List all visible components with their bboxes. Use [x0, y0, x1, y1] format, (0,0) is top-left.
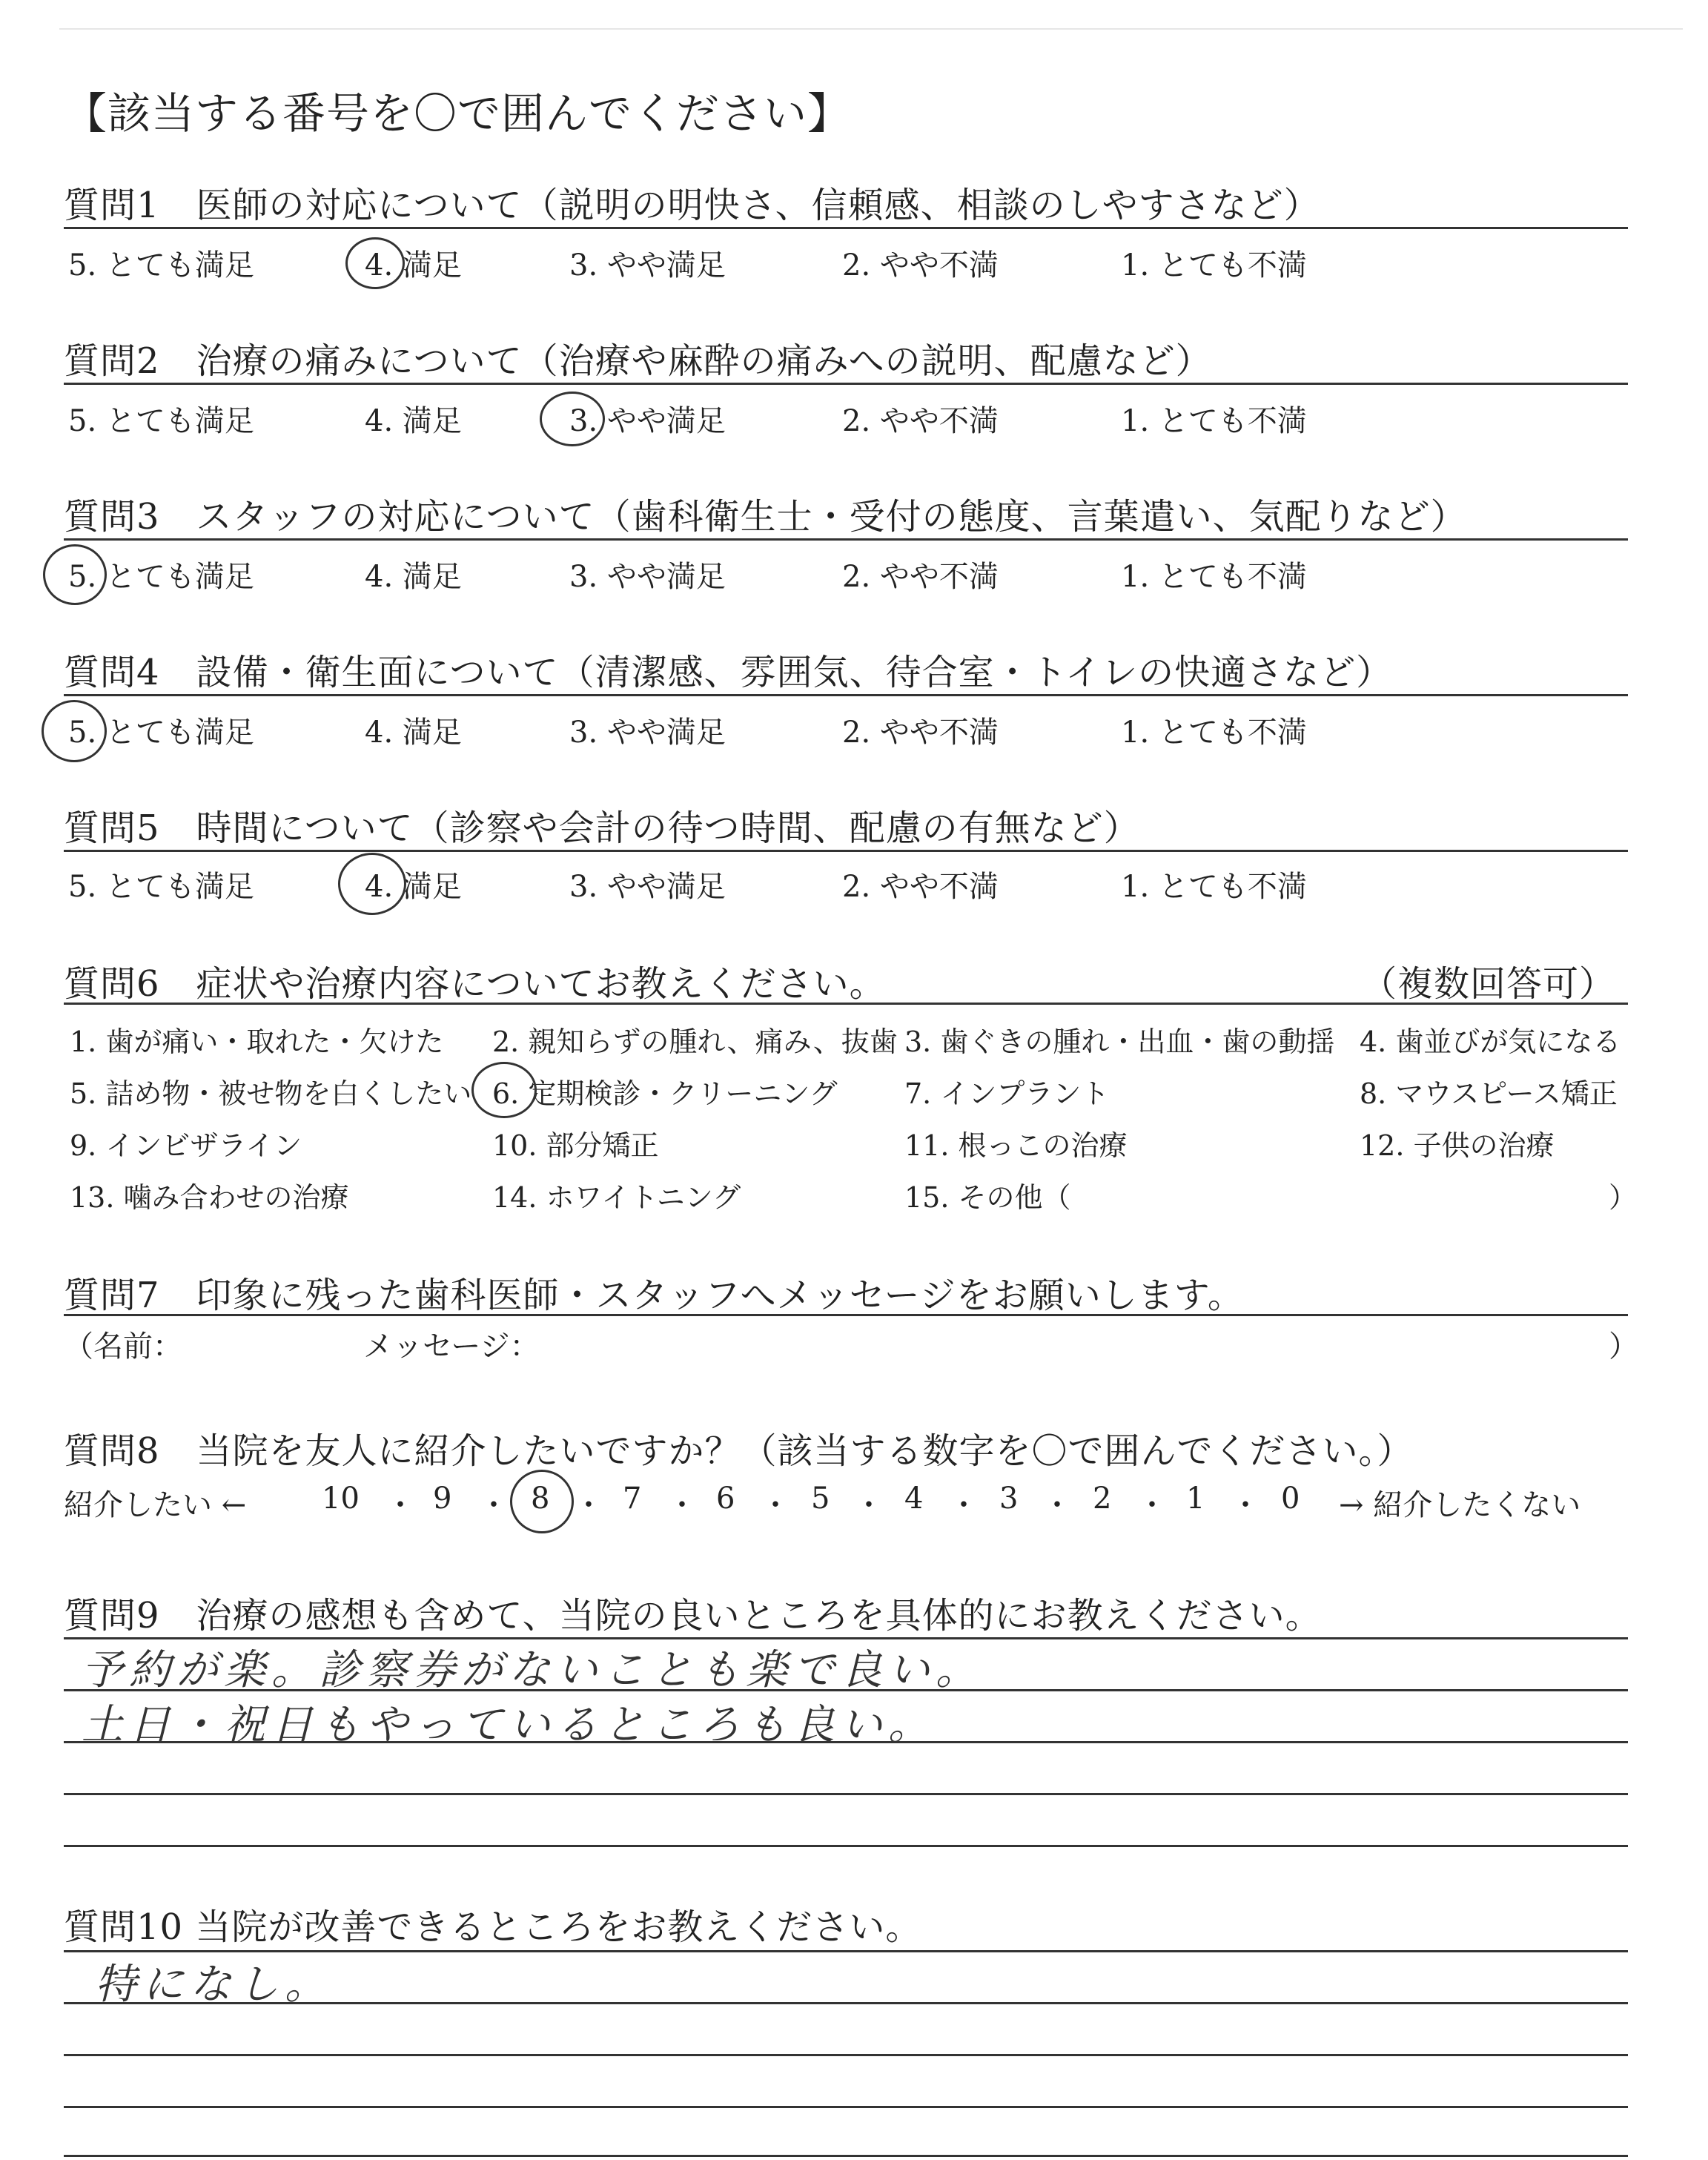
q4-option-3[interactable]: 3. やや満足 — [569, 716, 726, 750]
q7-close-paren: ） — [1609, 1330, 1638, 1364]
q1-title: 質問1 医師の対応について（説明の明快さ、信頼感、相談のしやすさなど） — [64, 185, 1320, 226]
q8-score-9[interactable]: 9 — [433, 1482, 452, 1516]
q8-score-5[interactable]: 5 — [811, 1482, 830, 1516]
q6-item-7[interactable]: 7. インプラント — [904, 1077, 1110, 1110]
q1-option-2[interactable]: 2. やや不満 — [842, 248, 999, 283]
q8-selected-circle — [510, 1470, 574, 1533]
q8-score-0[interactable]: 0 — [1281, 1482, 1300, 1516]
q6-item-9[interactable]: 9. インビザライン — [70, 1129, 302, 1162]
q8-dot: ・ — [761, 1488, 790, 1522]
q6-item-2[interactable]: 2. 親知らずの腫れ、痛み、抜歯 — [492, 1025, 898, 1058]
q1-rule — [64, 227, 1628, 229]
q3-title: 質問3 スタッフの対応について（歯科衛生士・受付の態度、言葉遣い、気配りなど） — [64, 496, 1467, 538]
q3-rule — [64, 538, 1628, 541]
q8-score-10[interactable]: 10 — [322, 1482, 360, 1516]
q5-option-4[interactable]: 4. 満足 — [365, 870, 462, 904]
q1-option-3[interactable]: 3. やや満足 — [569, 248, 726, 283]
q2-option-2[interactable]: 2. やや不満 — [842, 404, 999, 438]
q8-score-2[interactable]: 2 — [1093, 1482, 1112, 1516]
q6-item-12[interactable]: 12. 子供の治療 — [1360, 1129, 1555, 1162]
q3-option-4[interactable]: 4. 満足 — [365, 560, 462, 594]
q6-item-13[interactable]: 13. 噛み合わせの治療 — [70, 1181, 349, 1214]
q5-option-5[interactable]: 5. とても満足 — [68, 870, 254, 904]
q9-answer-line-2: 土日・祝日もやっているところも良い。 — [82, 1701, 936, 1749]
q2-option-3[interactable]: 3. やや満足 — [569, 404, 726, 438]
q8-dot: ・ — [385, 1488, 415, 1522]
q4-option-4[interactable]: 4. 満足 — [365, 716, 462, 750]
q10-rule-4 — [64, 2106, 1628, 2108]
top-border — [59, 28, 1683, 30]
q1-option-1[interactable]: 1. とても不満 — [1121, 248, 1307, 283]
q6-item-1[interactable]: 1. 歯が痛い・取れた・欠けた — [70, 1025, 444, 1058]
q3-option-1[interactable]: 1. とても不満 — [1121, 560, 1307, 594]
q10-rule-3 — [64, 2054, 1628, 2056]
q2-selected-circle — [540, 392, 605, 446]
q6-item-10[interactable]: 10. 部分矯正 — [492, 1129, 659, 1162]
q7-name-label[interactable]: （名前： — [64, 1330, 182, 1364]
q2-title: 質問2 治療の痛みについて（治療や麻酔の痛みへの説明、配慮など） — [64, 340, 1212, 382]
q6-item-11[interactable]: 11. 根っこの治療 — [904, 1129, 1128, 1162]
q6-title: 質問6 症状や治療内容についてお教えください。 — [64, 963, 886, 1005]
q5-option-3[interactable]: 3. やや満足 — [569, 870, 726, 904]
q5-title: 質問5 時間について（診察や会計の待つ時間、配慮の有無など） — [64, 807, 1140, 849]
q4-option-1[interactable]: 1. とても不満 — [1121, 716, 1307, 750]
q6-item-15[interactable]: 15. その他（ — [904, 1181, 1071, 1214]
q2-option-4[interactable]: 4. 満足 — [365, 404, 462, 438]
q1-option-4[interactable]: 4. 満足 — [365, 248, 462, 283]
q4-option-2[interactable]: 2. やや不満 — [842, 716, 999, 750]
q8-dot: ・ — [667, 1488, 697, 1522]
q8-score-7[interactable]: 7 — [623, 1482, 642, 1516]
q3-selected-circle — [43, 544, 107, 605]
q6-item-14[interactable]: 14. ホワイトニング — [492, 1181, 741, 1214]
q8-dot: ・ — [854, 1488, 884, 1522]
q2-rule — [64, 383, 1628, 385]
q6-item-6[interactable]: 6. 定期検診・クリーニング — [492, 1077, 838, 1110]
q6-rule — [64, 1003, 1628, 1005]
q4-option-5[interactable]: 5. とても満足 — [68, 716, 254, 750]
q9-title: 質問9 治療の感想も含めて、当院の良いところを具体的にお教えください。 — [64, 1595, 1322, 1636]
q6-item-4[interactable]: 4. 歯並びが気になる — [1360, 1025, 1621, 1058]
q2-option-5[interactable]: 5. とても満足 — [68, 404, 254, 438]
q8-dot: ・ — [1137, 1488, 1167, 1522]
q3-option-2[interactable]: 2. やや不満 — [842, 560, 999, 594]
q6-item-5[interactable]: 5. 詰め物・被せ物を白くしたい — [70, 1077, 472, 1110]
q4-selected-circle — [42, 700, 107, 762]
q2-option-1[interactable]: 1. とても不満 — [1121, 404, 1307, 438]
q6-item-8[interactable]: 8. マウスピース矯正 — [1360, 1077, 1618, 1110]
q5-option-1[interactable]: 1. とても不満 — [1121, 870, 1307, 904]
q7-rule — [64, 1314, 1628, 1316]
q10-title: 質問10 当院が改善できるところをお教えください。 — [64, 1906, 922, 1948]
q9-answer-line-1: 予約が楽。診察券がないことも楽で良い。 — [82, 1646, 983, 1694]
q8-left-label: 紹介したい ← — [64, 1488, 247, 1522]
q5-rule — [64, 850, 1628, 852]
q8-dot: ・ — [479, 1488, 509, 1522]
q7-title: 質問7 印象に残った歯科医師・スタッフへメッセージをお願いします。 — [64, 1275, 1244, 1316]
q8-score-6[interactable]: 6 — [716, 1482, 735, 1516]
q8-dot: ・ — [574, 1488, 603, 1522]
q10-rule-5 — [64, 2155, 1628, 2157]
q8-score-8[interactable]: 8 — [531, 1482, 550, 1516]
q5-option-2[interactable]: 2. やや不満 — [842, 870, 999, 904]
q8-dot: ・ — [949, 1488, 979, 1522]
q5-selected-circle — [338, 853, 406, 915]
q6-selected-circle — [471, 1062, 537, 1118]
q8-dot: ・ — [1231, 1488, 1260, 1522]
q4-rule — [64, 694, 1628, 696]
q8-score-1[interactable]: 1 — [1186, 1482, 1205, 1516]
q6-note: （複数回答可） — [1361, 963, 1616, 1005]
q8-title: 質問8 当院を友人に紹介したいですか？（該当する数字を〇で囲んでください。） — [64, 1430, 1414, 1472]
q6-other-close-paren: ） — [1609, 1181, 1638, 1214]
q9-rule-5 — [64, 1845, 1628, 1847]
q6-item-3[interactable]: 3. 歯ぐきの腫れ・出血・歯の動揺 — [904, 1025, 1335, 1058]
q4-title: 質問4 設備・衛生面について（清潔感、雰囲気、待合室・トイレの快適さなど） — [64, 652, 1393, 693]
q10-answer-line-1: 特になし。 — [95, 1961, 332, 2009]
q1-selected-circle — [345, 237, 405, 289]
form-heading: 【該当する番号を〇で囲んでください】 — [64, 88, 852, 139]
q3-option-5[interactable]: 5. とても満足 — [68, 560, 254, 594]
q3-option-3[interactable]: 3. やや満足 — [569, 560, 726, 594]
q1-option-5[interactable]: 5. とても満足 — [68, 248, 254, 283]
q8-score-4[interactable]: 4 — [904, 1482, 924, 1516]
q8-dot: ・ — [1042, 1488, 1072, 1522]
q7-message-label[interactable]: メッセージ： — [363, 1330, 540, 1364]
q8-right-label: → 紹介したくない — [1339, 1488, 1581, 1522]
q9-rule-4 — [64, 1793, 1628, 1795]
q8-score-3[interactable]: 3 — [999, 1482, 1019, 1516]
